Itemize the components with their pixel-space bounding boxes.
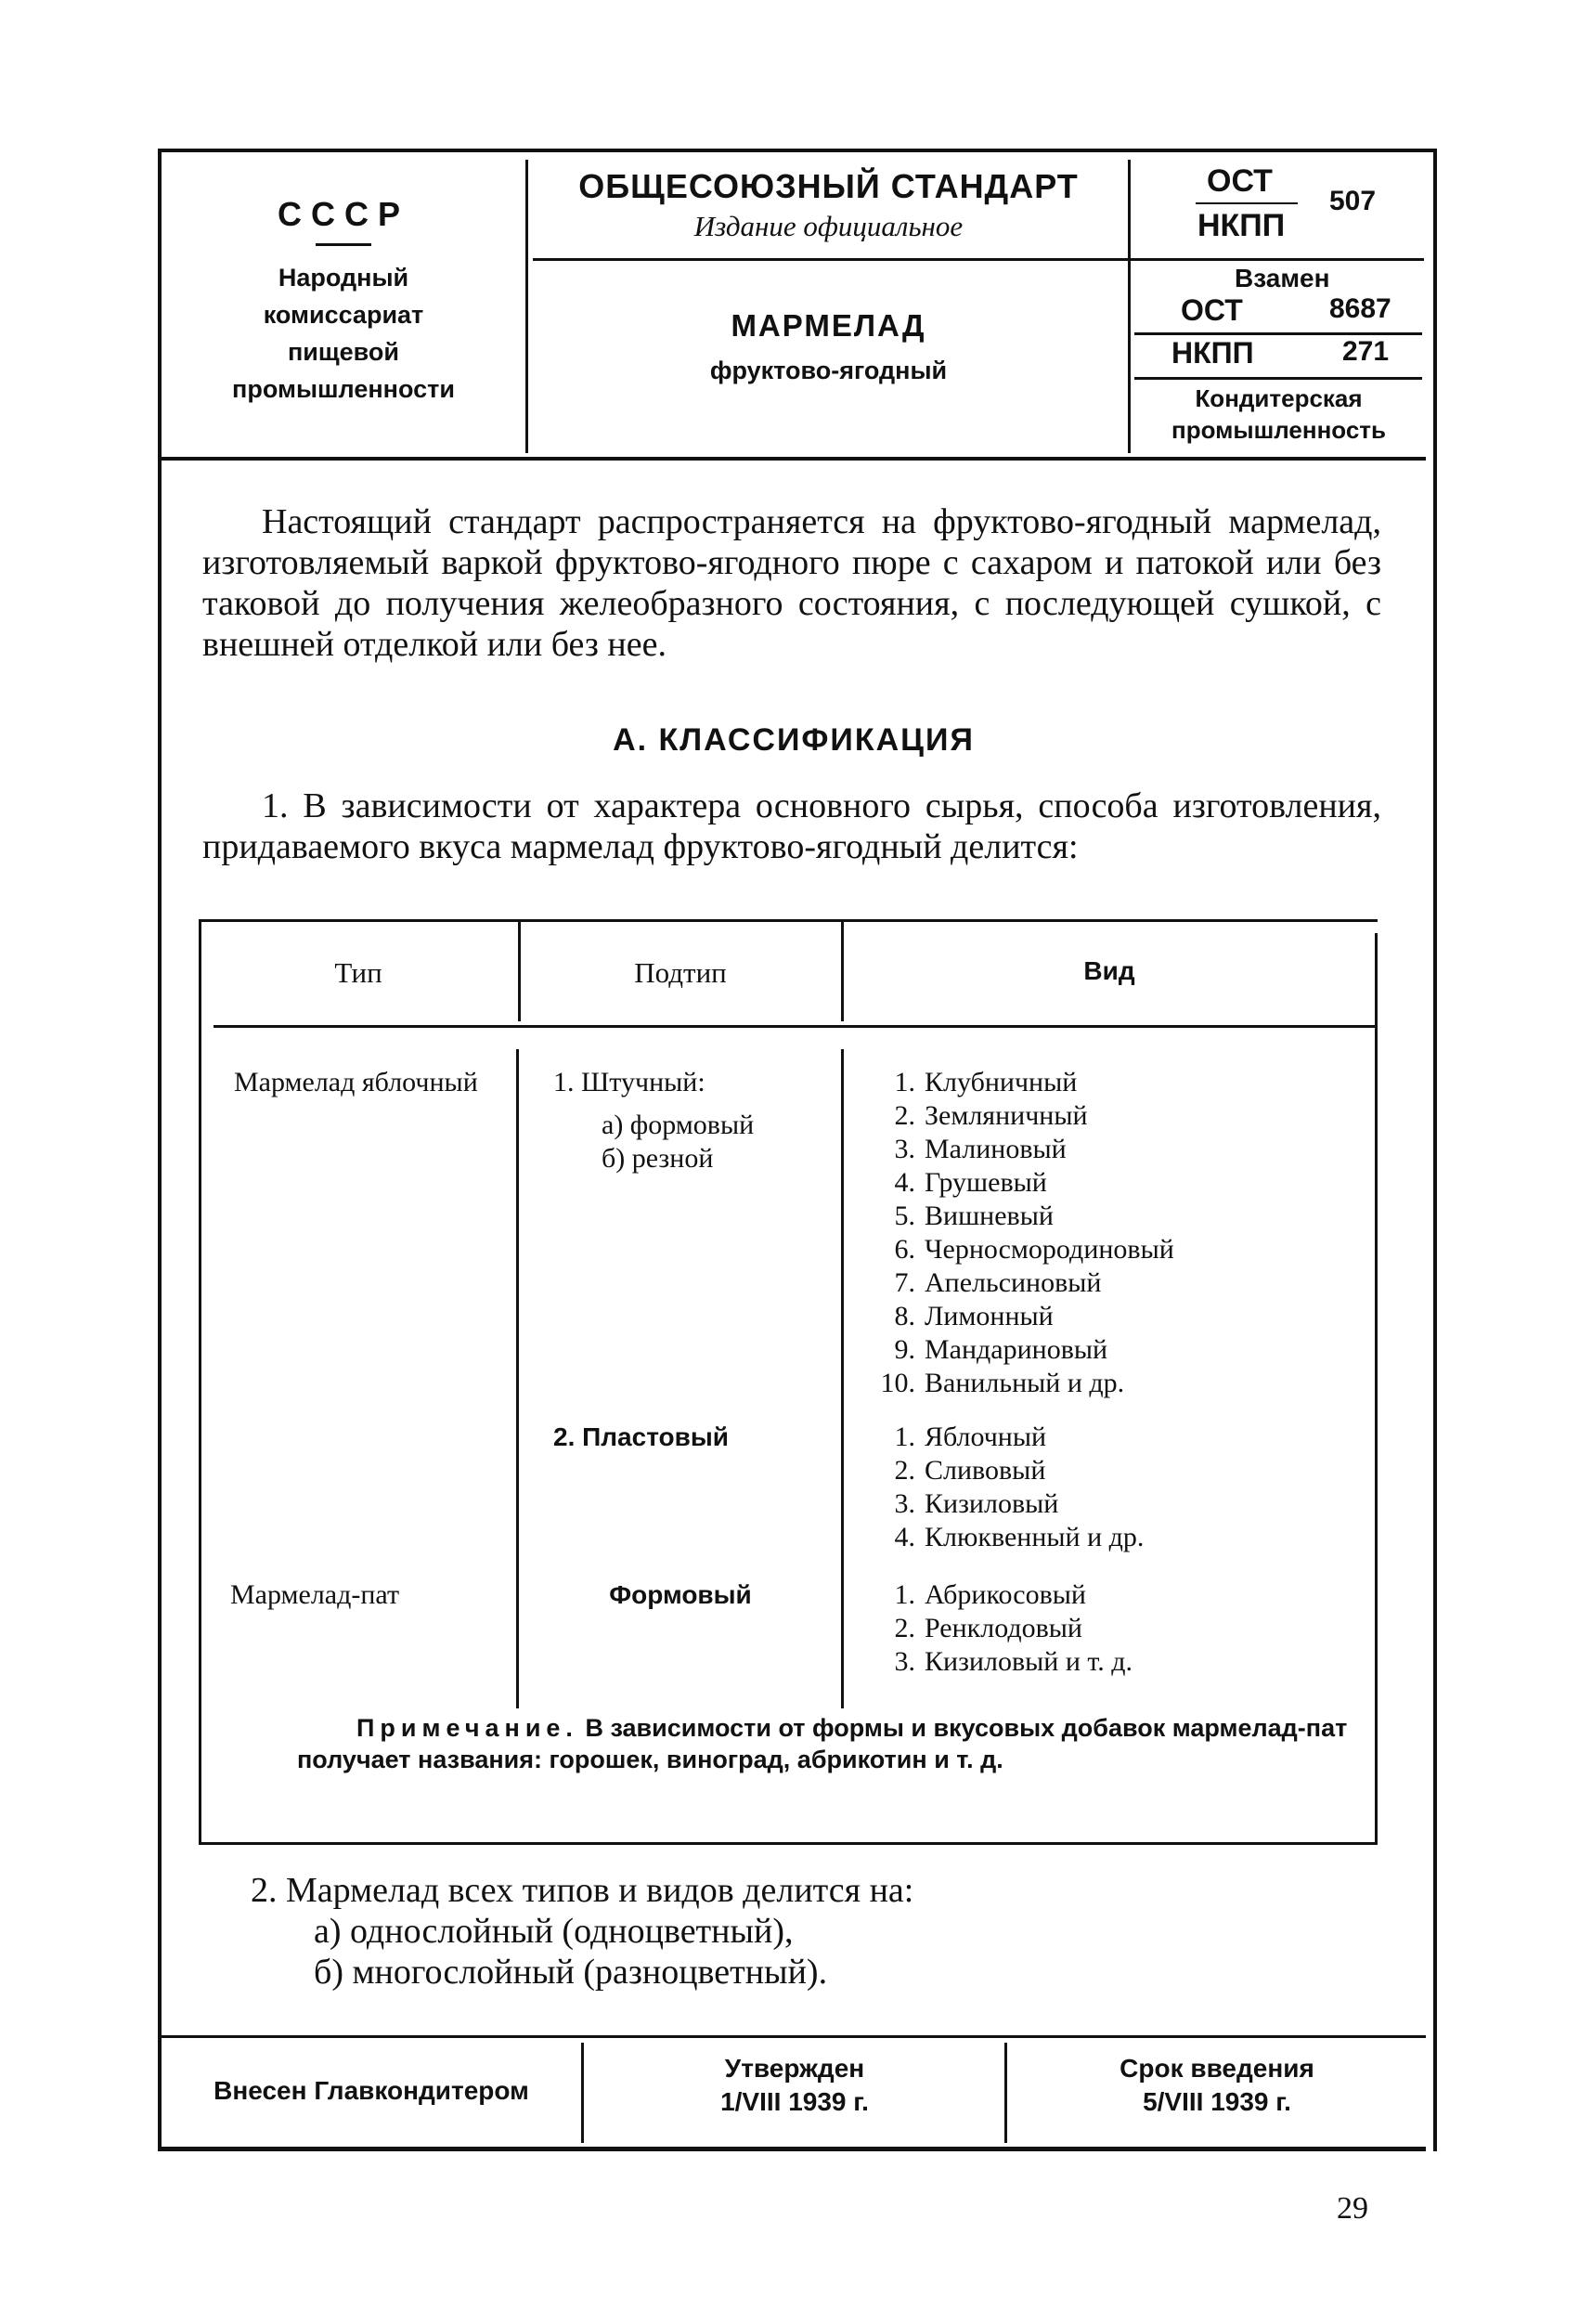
- ost-code: ОСТ: [1207, 163, 1273, 199]
- subtype-piece: 1. Штучный: а) формовый б) резной: [553, 1067, 755, 1174]
- list-item: 3. Кизиловый и т. д.: [894, 1646, 1132, 1677]
- list-item: 2. Земляничный: [894, 1100, 1088, 1131]
- table-bottom-rule: [199, 1842, 1378, 1845]
- list-item: 5. Вишневый: [894, 1201, 1054, 1231]
- clause-2: 2. Мармелад всех типов и видов делится на: а) однослойный (одноцветный), б) многослойный (разноцветный).: [251, 1871, 914, 1992]
- section-classification-heading: А. КЛАССИФИКАЦИЯ: [613, 722, 975, 758]
- standard-edition: Издание официальное: [693, 210, 964, 242]
- kinds-list-3: [873, 1578, 1365, 1679]
- table-right-border: [1375, 933, 1378, 1845]
- product-name: МАРМЕЛАД: [731, 308, 926, 343]
- kinds-list-2: [873, 1421, 1365, 1554]
- header-divider-1: [525, 160, 528, 453]
- header-left: [162, 160, 525, 457]
- list-item: 8. Лимонный: [894, 1301, 1054, 1331]
- table-header-rule: [214, 1025, 1378, 1028]
- list-item: 7. Апельсиновый: [894, 1267, 1102, 1298]
- industry-name: Кондитерская промышленность: [1171, 384, 1386, 444]
- table-header-subtype: Подтип: [634, 956, 727, 989]
- industry-line: [1134, 377, 1422, 380]
- table-col-divider-1: [516, 1049, 519, 1708]
- header-bottom-rule: [162, 457, 1426, 461]
- table-note: Примечание. В зависимости от формы и вкусовых добавок мармелад-пат получает названия: горошек, виноград, абрикотин и т. д.: [297, 1714, 1348, 1773]
- commissariat-name: Народный комиссариат пищевой промышленности: [232, 264, 455, 403]
- table-top-rule: [199, 919, 1378, 922]
- list-item: 3. Кизиловый: [894, 1488, 1059, 1519]
- list-item: 10. Ванильный и др.: [880, 1368, 1125, 1398]
- page-number: 29: [1337, 2191, 1368, 2226]
- nkpp-code: НКПП: [1197, 208, 1286, 243]
- old-nkpp-code: НКПП: [1171, 336, 1254, 370]
- footer-top-rule: [162, 2035, 1426, 2038]
- list-item: 3. Малиновый: [894, 1134, 1067, 1164]
- list-item: 1. Яблочный: [894, 1422, 1047, 1452]
- list-item: 1. Абрикосовый: [894, 1579, 1086, 1610]
- old-ost-number: 8687: [1329, 293, 1391, 324]
- old-nkpp-number: 271: [1342, 336, 1390, 367]
- footer-effective: Срок введения 5/VIII 1939 г.: [1120, 2054, 1314, 2116]
- subtype-molded: Формовый: [609, 1580, 752, 1609]
- product-subtitle: фруктово-ягодный: [709, 357, 948, 384]
- table-header-kind: Вид: [1083, 956, 1135, 985]
- footer-approved: Утвержден 1/VIII 1939 г.: [720, 2054, 869, 2116]
- old-codes-line: [1134, 332, 1422, 335]
- ost-fraction-line: [1196, 202, 1298, 204]
- type-marmalade-pate: Мармелад-пат: [230, 1579, 400, 1610]
- intro-paragraph: Настоящий стандарт распространяется на фруктово-ягодный мармелад, изготовляемый варкой фруктово-ягодного пюре с сахаром и патокой или без таковой до получения желеобразного состояния, с последующей сушкой, с внешней отделкой или без нее.: [202, 502, 1381, 664]
- footer-divider-2: [1004, 2043, 1007, 2143]
- list-item: 9. Мандариновый: [894, 1334, 1108, 1365]
- header-divider-2: [1128, 160, 1131, 453]
- kinds-list-1: [873, 1066, 1365, 1400]
- list-item: 4. Грушевый: [894, 1167, 1047, 1198]
- type-apple-marmalade: Мармелад яблочный: [234, 1067, 478, 1097]
- clause-1: 1. В зависимости от характера основного сырья, способа изготовления, придаваемого вкуса мармелад фруктово-ягодный делится:: [202, 786, 1381, 866]
- replaces-label: Взамен: [1235, 264, 1330, 292]
- table-left-border: [199, 919, 201, 1845]
- table-header-type: Тип: [334, 956, 382, 989]
- list-item: 6. Черносмородиновый: [894, 1234, 1174, 1265]
- standard-title: ОБЩЕСОЮЗНЫЙ СТАНДАРТ: [578, 167, 1079, 205]
- standard-number: 507: [1329, 186, 1377, 216]
- subtype-layer: 2. Пластовый: [553, 1422, 729, 1451]
- top-rule: [158, 149, 1433, 152]
- country-name: СССР: [277, 195, 409, 233]
- list-item: 4. Клюквенный и др.: [894, 1522, 1145, 1552]
- footer-divider-1: [581, 2043, 584, 2143]
- list-item: 1. Клубничный: [894, 1067, 1078, 1097]
- footer-introduced-by: Внесен Главкондитером: [214, 2076, 529, 2105]
- table-col-divider-2: [841, 1049, 844, 1708]
- country-dash: [316, 243, 371, 246]
- header-middle: [529, 160, 1128, 457]
- list-item: 2. Сливовый: [894, 1455, 1046, 1486]
- list-item: 2. Ренклодовый: [894, 1613, 1082, 1643]
- old-ost-code: ОСТ: [1181, 293, 1243, 327]
